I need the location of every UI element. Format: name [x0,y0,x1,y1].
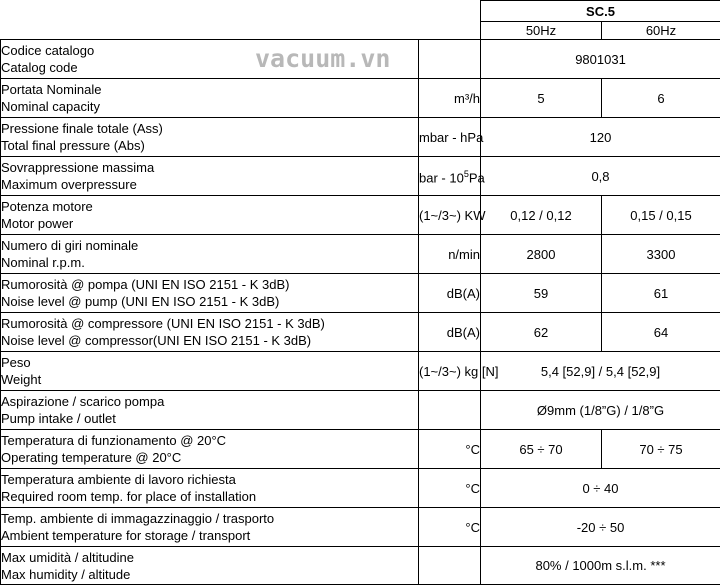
row-unit: n/min [419,235,481,274]
table-row-noise-pump [1,274,720,313]
value-60hz: 6 [602,79,720,118]
row-value: Ø9mm (1/8”G) / 1/8”G [481,391,720,430]
label-it: Portata Nominale [1,82,101,97]
value-60hz: 0,15 / 0,15 [602,196,720,235]
label-en: Total final pressure (Abs) [1,138,145,153]
header-blank-cell [1,1,481,40]
row-value: 0,8 [481,157,720,196]
table-row-max-overpressure [1,157,720,196]
row-label [1,469,419,508]
row-unit: °C [419,430,481,469]
row-unit: mbar - hPa [419,118,481,157]
row-value: 9801031 [481,40,720,79]
label-it: Aspirazione / scarico pompa [1,394,164,409]
table-row-room-temp [1,469,720,508]
label-en: Required room temp. for place of installation [1,489,256,504]
value-50hz: 65 ÷ 70 [481,430,602,469]
row-value: -20 ÷ 50 [481,508,720,547]
label-en: Operating temperature @ 20°C [1,450,181,465]
label-it: Peso [1,355,31,370]
label-en: Max humidity / altitude [1,567,130,582]
unit-text: bar - 10 [419,170,464,185]
label-en: Motor power [1,216,73,231]
row-label [1,547,419,585]
label-en: Ambient temperature for storage / transport [1,528,250,543]
table-row-humidity-altitude [1,547,720,585]
label-en: Nominal capacity [1,99,100,114]
row-label [1,196,419,235]
label-en: Pump intake / outlet [1,411,116,426]
frequency-60hz: 60Hz [602,22,720,40]
row-unit: m³/h [419,79,481,118]
label-it: Pressione finale totale (Ass) [1,121,163,136]
value-50hz: 0,12 / 0,12 [481,196,602,235]
unit-exponent: 5 [464,169,469,179]
row-unit: dB(A) [419,313,481,352]
row-label [1,430,419,469]
row-label [1,274,419,313]
value-50hz: 62 [481,313,602,352]
label-en: Weight [1,372,41,387]
value-60hz: 61 [602,274,720,313]
header-model-row [1,1,720,22]
table-row-noise-compressor [1,313,720,352]
row-unit: °C [419,469,481,508]
label-it: Temp. ambiente di immagazzinaggio / trasporto [1,511,274,526]
label-it: Rumorosità @ pompa (UNI EN ISO 2151 - K 3dB) [1,277,289,292]
row-label [1,118,419,157]
row-value: 0 ÷ 40 [481,469,720,508]
row-unit [419,391,481,430]
label-it: Potenza motore [1,199,93,214]
row-label [1,391,419,430]
row-unit [419,40,481,79]
table-row-nominal-capacity [1,79,720,118]
row-value: 80% / 1000m s.l.m. *** [481,547,720,585]
model-name: SC.5 [481,1,720,22]
table-row-storage-temp [1,508,720,547]
label-en: Catalog code [1,60,78,75]
row-value: 120 [481,118,720,157]
label-it: Temperatura di funzionamento @ 20°C [1,433,226,448]
row-label [1,235,419,274]
label-en: Noise level @ pump (UNI EN ISO 2151 - K 3dB) [1,294,279,309]
row-unit [419,547,481,585]
row-unit: °C [419,508,481,547]
row-unit: dB(A) [419,274,481,313]
watermark-text: vacuum.vn [255,44,390,73]
row-label [1,157,419,196]
table-row-nominal-rpm [1,235,720,274]
table-row-motor-power [1,196,720,235]
row-unit [419,157,481,196]
value-60hz: 64 [602,313,720,352]
row-unit: (1~/3~) KW [419,196,481,235]
table-row-final-pressure [1,118,720,157]
value-50hz: 5 [481,79,602,118]
table-row-intake-outlet [1,391,720,430]
frequency-50hz: 50Hz [481,22,602,40]
label-it: Sovrappressione massima [1,160,154,175]
label-it: Max umidità / altitudine [1,550,134,565]
label-en: Maximum overpressure [1,177,137,192]
label-it: Rumorosità @ compressore (UNI EN ISO 2151 - K 3dB) [1,316,325,331]
row-label [1,313,419,352]
label-en: Nominal r.p.m. [1,255,85,270]
row-label [1,79,419,118]
row-unit: (1~/3~) kg [N] [419,352,481,391]
value-60hz: 3300 [602,235,720,274]
table-row-catalog-code [1,40,720,79]
table-row-operating-temp [1,430,720,469]
table-row-weight [1,352,720,391]
unit-text-suffix: Pa [469,170,485,185]
label-it: Codice catalogo [1,43,94,58]
value-50hz: 2800 [481,235,602,274]
label-it: Numero di giri nominale [1,238,138,253]
value-50hz: 59 [481,274,602,313]
row-value: 5,4 [52,9] / 5,4 [52,9] [481,352,720,391]
row-label [1,352,419,391]
row-label [1,508,419,547]
label-en: Noise level @ compressor(UNI EN ISO 2151 - K 3dB) [1,333,311,348]
value-60hz: 70 ÷ 75 [602,430,720,469]
row-label [1,40,419,79]
label-it: Temperatura ambiente di lavoro richiesta [1,472,236,487]
